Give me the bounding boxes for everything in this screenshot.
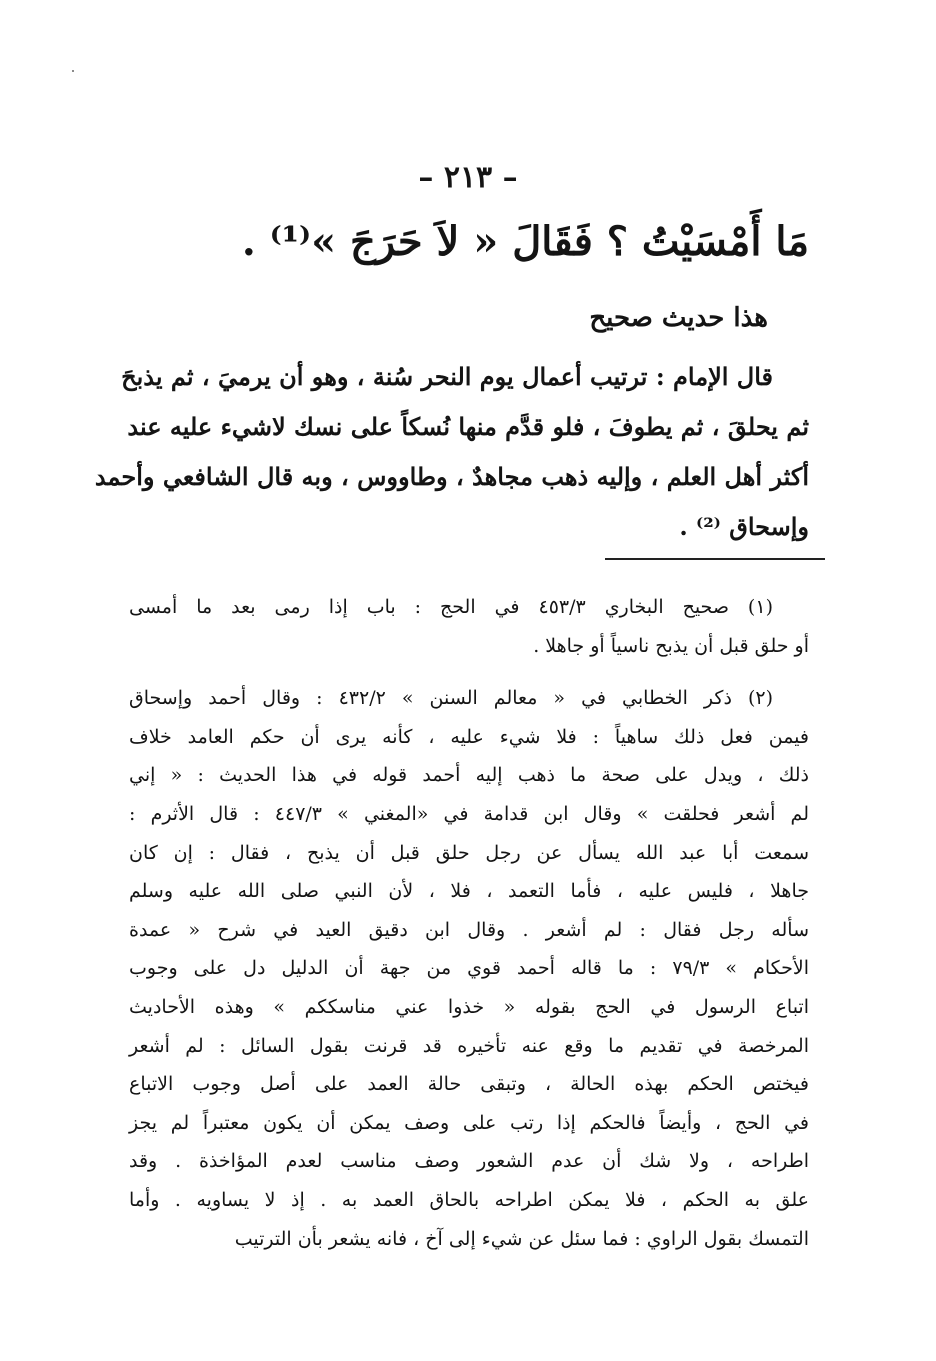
footnote-line: المرخصة في تقديم ما وقع عنه تأخيره قد قرنت بقول السائل : لم أشعر: [129, 1034, 809, 1057]
footnote-2: [129, 679, 809, 1258]
footnote-line: سأله رجل فقال : لم أشعر . وقال ابن دقيق العيد في شرح « عمدة: [129, 918, 809, 941]
footnote-line: اتباع الرسول في الحج بقوله « خذوا عني مناسككم » وهذه الأحاديث: [129, 995, 809, 1018]
footnote-separator: [605, 558, 825, 560]
hadith-text-ending: مَا أَمْسَيْتُ ؟ فَقَالَ « لاَ حَرَجَ »⁽¹⁾ .: [241, 218, 809, 265]
footnote-line: جاهلا ، فليس عليه ، فأما التعمد ، فلا ، لأن النبي صلى الله عليه وسلم: [129, 880, 809, 903]
imam-commentary: [94, 352, 809, 552]
footnote-line: علق به الحكم ، فلا يمكن اطراحه بالحاق العمد به . إذ لا يساويه . وأما: [129, 1188, 809, 1211]
footnote-line: لم أشعر فحلقت » وقال ابن قدامة في «المغني » ٤٤٧/٣ : قال الأثرم :: [129, 802, 809, 825]
footnote-line: فيمن فعل ذلك ساهياً : فلا شيء عليه ، كأنه يرى أن حكم العامد خلاف: [129, 725, 809, 748]
footnote-line: أو حلق قبل أن يذبح ناسياً أو جاهلا .: [533, 634, 809, 657]
page-number: – ٢١٣ –: [418, 160, 518, 195]
footnote-1: [129, 588, 809, 665]
footnote-line: الأحكام » ٧٩/٣ : ما قاله أحمد قوي من جهة أن الدليل دل على وجوب: [129, 957, 810, 980]
footnote-line: في الحج ، وأيضاً فالحكم إذا رتب على وصف يمكن أن يكون معتبراً لم يجز: [129, 1111, 809, 1134]
footnote-line: سمعت أبا عبد الله يسأل عن رجل حلق قبل أن يذبح ، فقال : إن كان: [129, 841, 809, 864]
footnotes: [129, 588, 809, 1272]
footnote-line: فيختص الحكم بهذه الحالة ، وتبقى حالة العمد على أصل وجوب الاتباع: [129, 1073, 809, 1096]
scan-speck: [72, 70, 74, 72]
commentary-line: أكثر أهل العلم ، وإليه ذهب مجاهدٌ ، وطاووس ، وبه قال الشافعي وأحمد: [94, 462, 809, 491]
footnote-line: (١) صحيح البخاري ٤٥٣/٣ في الحج : باب إذا رمى بعد ما أمسى: [129, 596, 773, 618]
commentary-line: وإسحاق ⁽²⁾ .: [679, 512, 809, 541]
hadith-grading: هذا حديث صحيح: [589, 303, 768, 333]
commentary-line: قال الإمام : ترتيب أعمال يوم النحر سُنة ، وهو أن يرميَ ، ثم يذبحَ: [121, 362, 773, 391]
footnote-line: (٢) ذكر الخطابي في « معالم السنن » ٤٣٢/٢ : وقال أحمد وإسحاق: [129, 687, 774, 710]
commentary-line: ثم يحلقَ ، ثم يطوفَ ، فلو قدَّم منها نُسكاً على نسك لاشيء عليه عند: [127, 412, 809, 441]
footnote-line: ذلك ، ويدل على صحة ما ذهب إليه أحمد قوله في هذا الحديث : « إني: [129, 764, 809, 787]
footnote-line: اطراحه ، ولا شك أن عدم الشعور وصف مناسب لعدم المؤاخذة . وقد: [129, 1150, 809, 1173]
footnote-line: التمسك بقول الراوي : فما سئل عن شيء إلى آخ ، فانه يشعر بأن الترتيب: [234, 1227, 809, 1250]
